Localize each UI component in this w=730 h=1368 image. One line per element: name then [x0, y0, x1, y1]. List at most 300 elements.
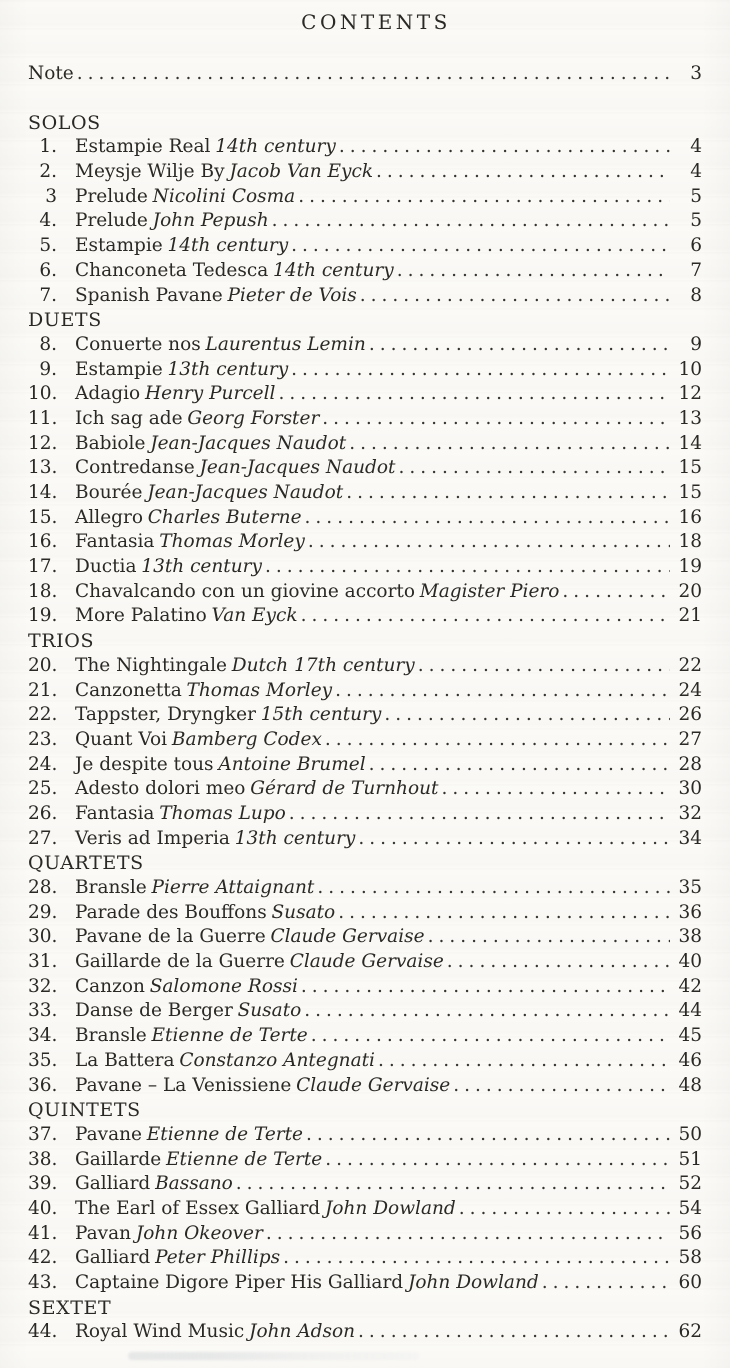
toc-row: [28, 1197, 702, 1222]
toc-item-attribution: Etienne de Terte: [166, 1148, 323, 1170]
toc-item-attribution: Jean-Jacques Naudot: [147, 482, 344, 503]
toc-item-page: 22: [678, 654, 702, 676]
toc-row: [28, 999, 702, 1024]
dot-leader: [278, 382, 670, 407]
toc-row: [28, 160, 702, 185]
toc-item-title: Bransle: [75, 877, 147, 898]
toc-row: [28, 728, 702, 753]
dot-leader: [338, 901, 670, 926]
toc-row: [28, 506, 702, 531]
toc-item-number: 32.: [28, 975, 58, 997]
toc-item-entry: [75, 160, 373, 185]
toc-item-number: 13.: [28, 457, 58, 479]
dot-leader: [308, 530, 670, 555]
toc-item-attribution: Laurentus Lemin: [205, 333, 366, 355]
toc-item-page: 8: [690, 284, 702, 306]
toc-item-number: 17.: [28, 556, 58, 578]
toc-item-attribution: Pierre Attaignant: [151, 877, 315, 898]
toc-item-entry: [75, 1049, 375, 1074]
dot-leader: [311, 1024, 670, 1049]
toc-row: [28, 1148, 702, 1173]
toc-item-attribution: Gérard de Turnhout: [250, 778, 439, 800]
toc-row: [28, 1320, 702, 1345]
toc-row: [28, 209, 702, 234]
toc-item-title: Allegro: [75, 506, 143, 528]
toc-row: [28, 1074, 702, 1099]
toc-row: [28, 333, 702, 358]
toc-item-title: Chavalcando con un giovine accorto: [75, 580, 415, 602]
toc-item-page: 58: [678, 1247, 702, 1269]
dot-leader: [322, 407, 670, 432]
note-entry: [28, 62, 74, 87]
toc-item-number: 35.: [28, 1049, 58, 1071]
toc-item-page: 5: [690, 185, 702, 207]
toc-item-attribution: 13th century: [141, 556, 262, 578]
dot-leader: [358, 827, 670, 852]
toc-item-entry: [75, 925, 425, 950]
toc-item-entry: [75, 530, 305, 555]
dot-leader: [453, 1074, 670, 1099]
toc-item-attribution: Pieter de Vois: [227, 284, 357, 306]
toc-item-number: 5.: [39, 235, 57, 257]
dot-leader: [397, 259, 670, 284]
toc-item-entry: [75, 802, 286, 827]
toc-item-attribution: Thomas Lupo: [159, 802, 286, 824]
dot-leader: [289, 802, 670, 827]
toc-item-page: 3: [690, 63, 702, 84]
dot-leader: [369, 333, 670, 358]
toc-item-title: Estampie: [75, 358, 163, 380]
toc-item-page: 48: [678, 1074, 702, 1096]
toc-item-title: Royal Wind Music: [75, 1321, 245, 1343]
toc-item-page: 13: [678, 407, 702, 429]
toc-item-entry: [75, 703, 381, 728]
toc-item-entry: [75, 1074, 450, 1099]
toc-item-page: 20: [678, 580, 702, 602]
toc-row: [28, 901, 702, 926]
toc-item-entry: [75, 604, 298, 629]
toc-item-page: 10: [678, 358, 702, 380]
toc-item-page: 56: [678, 1222, 702, 1244]
toc-item-entry: [75, 456, 395, 481]
dot-leader: [266, 1222, 670, 1247]
toc-item-page: 35: [678, 877, 702, 898]
toc-item-entry: [75, 209, 269, 234]
dot-leader: [325, 728, 670, 753]
toc-row: [28, 753, 702, 778]
toc-item-attribution: Magister Piero: [419, 580, 560, 602]
toc-item-attribution: Salomone Rossi: [149, 975, 298, 997]
dot-leader: [376, 160, 670, 185]
toc-item-title: Adagio: [75, 383, 141, 405]
toc-item-attribution: Claude Gervaise: [289, 951, 444, 973]
toc-row: [28, 1172, 702, 1197]
dot-leader: [236, 1172, 670, 1197]
dot-leader: [305, 506, 670, 531]
dot-leader: [346, 481, 670, 506]
toc-item-page: 12: [678, 383, 702, 405]
toc-item-page: 9: [690, 333, 702, 355]
toc-item-attribution: 13th century: [234, 827, 356, 849]
toc-item-entry: [75, 654, 415, 679]
toc-item-title: Fantasia: [75, 802, 155, 824]
toc-item-page: 54: [678, 1197, 702, 1219]
toc-item-attribution: 14th century: [273, 259, 394, 281]
toc-item-entry: [75, 358, 288, 383]
toc-item-title: Babiole: [75, 432, 146, 454]
toc-item-number: 12.: [28, 432, 58, 454]
toc-item-entry: [75, 555, 262, 580]
toc-item-entry: [75, 407, 319, 432]
toc-item-attribution: 15th century: [260, 704, 382, 726]
dot-leader: [317, 876, 670, 901]
toc-item-page: 28: [678, 753, 702, 775]
toc-item-attribution: John Okeover: [135, 1222, 263, 1244]
toc-item-entry: [75, 1271, 539, 1296]
toc-row: [28, 1049, 702, 1074]
toc-item-attribution: John Pepush: [152, 210, 269, 232]
toc-item-page: 14: [678, 432, 702, 454]
toc-item-number: 8.: [39, 333, 57, 355]
dot-leader: [428, 925, 670, 950]
toc-item-number: 41.: [28, 1222, 58, 1244]
toc-item-number: 24.: [28, 753, 58, 775]
toc-item-entry: [75, 506, 302, 531]
toc-row: [28, 777, 702, 802]
toc-item-attribution: Georg Forster: [187, 407, 320, 429]
table-of-contents: [0, 62, 730, 1345]
toc-item-number: 31.: [28, 951, 58, 973]
dot-leader: [441, 777, 670, 802]
dot-leader: [301, 604, 670, 629]
dot-leader: [358, 1320, 670, 1345]
dot-leader: [325, 1148, 670, 1173]
toc-item-title: Adesto dolori meo: [75, 778, 246, 800]
toc-row: [28, 604, 702, 629]
dot-leader: [291, 234, 670, 259]
toc-item-title: Galliard: [75, 1173, 151, 1195]
toc-item-page: 60: [678, 1272, 702, 1293]
toc-item-entry: [75, 1222, 263, 1247]
toc-item-attribution: 14th century: [215, 136, 336, 158]
toc-item-entry: [75, 1123, 303, 1148]
toc-item-title: Contredanse: [75, 457, 195, 479]
toc-item-attribution: Bamberg Codex: [171, 728, 322, 750]
toc-item-number: 27.: [28, 827, 58, 849]
toc-row: [28, 950, 702, 975]
toc-item-attribution: Henry Purcell: [144, 383, 276, 405]
toc-item-number: 20.: [28, 654, 58, 676]
dot-leader: [378, 1049, 670, 1074]
toc-item-attribution: Dutch 17th century: [231, 654, 415, 676]
toc-item-number: 10.: [28, 383, 58, 405]
toc-item-page: 51: [678, 1148, 702, 1170]
toc-item-number: 29.: [28, 901, 58, 923]
page-title: CONTENTS: [301, 10, 451, 34]
toc-item-number: 3: [45, 185, 57, 207]
toc-item-number: 44.: [28, 1321, 58, 1343]
toc-item-number: 39.: [28, 1173, 58, 1195]
toc-item-page: 44: [678, 1000, 702, 1022]
toc-item-number: 1.: [39, 136, 57, 158]
toc-item-entry: [75, 728, 322, 753]
dot-leader: [447, 950, 670, 975]
toc-item-entry: [75, 432, 346, 457]
toc-item-entry: [75, 185, 295, 210]
toc-item-title: Estampie Real: [75, 136, 211, 158]
toc-item-page: 19: [678, 556, 702, 578]
toc-item-number: 28.: [28, 877, 58, 898]
toc-item-title: Ich sag ade: [75, 407, 183, 429]
toc-item-title: The Nightingale: [75, 654, 227, 676]
toc-item-page: 36: [678, 901, 702, 923]
toc-item-entry: [75, 284, 357, 309]
dot-leader: [562, 580, 670, 605]
toc-item-page: 4: [690, 161, 702, 183]
dot-leader: [304, 999, 670, 1024]
toc-row: [28, 580, 702, 605]
toc-item-number: 9.: [39, 358, 57, 380]
dot-leader: [398, 456, 670, 481]
toc-row: [28, 876, 702, 901]
toc-row: [28, 481, 702, 506]
toc-item-title: Ductia: [75, 556, 137, 578]
dot-leader: [283, 1246, 670, 1271]
toc-item-page: 40: [678, 951, 702, 973]
toc-item-title: Meysje Wilje By: [75, 161, 225, 183]
toc-item-title: Canzonetta: [75, 679, 182, 701]
toc-item-number: 16.: [28, 531, 58, 553]
toc-item-number: 42.: [28, 1247, 58, 1269]
toc-item-number: 37.: [28, 1123, 58, 1145]
toc-row: [28, 654, 702, 679]
toc-item-title: Prelude: [75, 210, 148, 232]
toc-item-title: Spanish Pavane: [75, 284, 223, 306]
toc-item-page: 62: [678, 1321, 702, 1343]
toc-row: [28, 185, 702, 210]
toc-row: [28, 259, 702, 284]
toc-item-title: Bourée: [75, 482, 143, 503]
toc-item-number: 2.: [39, 161, 57, 183]
toc-item-page: 18: [678, 531, 702, 553]
toc-item-number: 43.: [28, 1272, 58, 1293]
dot-leader: [542, 1271, 670, 1296]
dot-leader: [272, 209, 670, 234]
toc-item-entry: [75, 975, 298, 1000]
note-label: Note: [28, 63, 74, 84]
toc-item-number: 38.: [28, 1148, 58, 1170]
section-heading: DUETS: [28, 309, 102, 332]
toc-row: [28, 234, 702, 259]
dot-leader: [418, 654, 670, 679]
toc-item-page: 24: [678, 679, 702, 701]
toc-item-page: 30: [678, 778, 702, 800]
toc-item-number: 4.: [39, 210, 57, 232]
toc-item-attribution: 13th century: [167, 358, 289, 380]
toc-item-number: 11.: [28, 407, 58, 429]
toc-item-title: Tappster, Dryngker: [75, 704, 256, 726]
toc-item-title: Pavane – La Venissiene: [75, 1074, 292, 1096]
toc-item-attribution: Claude Gervaise: [270, 926, 425, 948]
toc-item-number: 25.: [28, 778, 58, 800]
toc-item-attribution: John Adson: [249, 1321, 356, 1343]
toc-item-number: 34.: [28, 1025, 58, 1047]
toc-item-title: Estampie: [75, 235, 163, 257]
dot-leader: [298, 185, 670, 210]
toc-item-entry: [75, 1246, 280, 1271]
toc-item-title: Bransle: [75, 1025, 147, 1047]
toc-item-number: 6.: [39, 259, 57, 281]
toc-row: [28, 135, 702, 160]
toc-item-attribution: Antoine Brumel: [218, 753, 366, 775]
toc-item-page: 5: [690, 210, 702, 232]
dot-leader: [306, 1123, 670, 1148]
toc-item-title: The Earl of Essex Galliard: [75, 1197, 321, 1219]
toc-item-number: 21.: [28, 679, 58, 701]
toc-row: [28, 827, 702, 852]
toc-item-entry: [75, 135, 336, 160]
toc-item-attribution: Susato: [237, 1000, 302, 1022]
toc-item-attribution: Jean-Jacques Naudot: [199, 457, 396, 479]
toc-item-page: 52: [678, 1173, 702, 1195]
toc-item-entry: [75, 234, 288, 259]
toc-item-entry: [75, 1320, 355, 1345]
toc-item-attribution: Etienne de Terte: [151, 1025, 308, 1047]
toc-item-number: 15.: [28, 506, 58, 528]
toc-item-title: Quant Voi: [75, 728, 168, 750]
toc-item-attribution: Constanzo Antegnati: [179, 1049, 375, 1071]
toc-item-number: 26.: [28, 802, 58, 824]
toc-item-entry: [75, 753, 366, 778]
toc-item-title: Fantasia: [75, 531, 155, 553]
toc-item-entry: [75, 901, 335, 926]
toc-item-entry: [75, 1197, 456, 1222]
dot-leader: [360, 284, 670, 309]
toc-item-number: 22.: [28, 704, 58, 726]
toc-row: [28, 530, 702, 555]
toc-item-attribution: Bassano: [155, 1173, 233, 1195]
section-heading: QUINTETS: [28, 1099, 141, 1122]
toc-item-title: Galliard: [75, 1247, 151, 1269]
toc-item-attribution: Thomas Morley: [159, 531, 305, 553]
section-heading: QUARTETS: [28, 852, 144, 875]
dot-leader: [349, 432, 670, 457]
dot-leader: [335, 679, 670, 704]
toc-row: [28, 1271, 702, 1296]
toc-item-number: 18.: [28, 580, 58, 602]
dot-leader: [291, 358, 670, 383]
toc-item-title: Pavan: [75, 1222, 132, 1244]
toc-item-number: 19.: [28, 605, 58, 627]
toc-item-title: Captaine Digore Piper His Galliard: [75, 1272, 404, 1293]
toc-item-page: 34: [678, 827, 702, 849]
toc-item-attribution: Van Eyck: [211, 605, 298, 627]
toc-item-entry: [75, 1148, 322, 1173]
toc-row: [28, 802, 702, 827]
toc-item-attribution: Etienne de Terte: [146, 1123, 304, 1145]
toc-item-title: Conuerte nos: [75, 333, 201, 355]
toc-item-number: 7.: [39, 284, 57, 306]
section-heading: SEXTET: [28, 1296, 112, 1319]
toc-item-attribution: 14th century: [167, 235, 289, 257]
toc-row: [28, 925, 702, 950]
toc-row: [28, 555, 702, 580]
scan-smudge: [128, 1352, 420, 1360]
toc-item-attribution: Susato: [271, 901, 336, 923]
toc-item-title: Canzon: [75, 975, 145, 997]
toc-row: [28, 1222, 702, 1247]
toc-item-title: Je despite tous: [75, 753, 214, 775]
toc-item-attribution: Claude Gervaise: [296, 1074, 451, 1096]
toc-row: [28, 407, 702, 432]
toc-item-entry: [75, 333, 366, 358]
toc-item-entry: [75, 1172, 233, 1197]
toc-row: [28, 1123, 702, 1148]
toc-row: [28, 975, 702, 1000]
toc-item-entry: [75, 876, 314, 901]
toc-item-title: Danse de Berger: [75, 1000, 233, 1022]
toc-item-page: 15: [678, 457, 702, 479]
toc-item-number: 40.: [28, 1197, 58, 1219]
toc-item-entry: [75, 827, 355, 852]
toc-item-page: 7: [690, 259, 702, 281]
toc-item-entry: [75, 777, 438, 802]
toc-item-entry: [75, 481, 343, 506]
toc-row: [28, 1024, 702, 1049]
toc-row: [28, 284, 702, 309]
toc-item-number: 23.: [28, 728, 58, 750]
toc-row: [28, 679, 702, 704]
toc-item-title: La Battera: [75, 1049, 175, 1071]
toc-item-number: 36.: [28, 1074, 58, 1096]
toc-item-title: Chanconeta Tedesca: [75, 259, 269, 281]
toc-item-attribution: John Dowland: [407, 1272, 539, 1293]
toc-item-title: Gaillarde de la Guerre: [75, 951, 285, 973]
toc-item-attribution: Thomas Morley: [186, 679, 333, 701]
section-heading: SOLOS: [28, 111, 101, 134]
toc-item-number: 14.: [28, 482, 58, 503]
toc-item-title: Prelude: [75, 185, 148, 207]
toc-item-page: 15: [678, 482, 702, 503]
toc-item-page: 38: [678, 926, 702, 948]
dot-leader: [265, 555, 670, 580]
toc-item-page: 42: [678, 975, 702, 997]
section-heading: TRIOS: [28, 630, 95, 653]
toc-item-title: Gaillarde: [75, 1148, 162, 1170]
toc-item-number: 30.: [28, 926, 58, 948]
toc-item-page: 27: [678, 728, 702, 750]
toc-item-attribution: Nicolini Cosma: [152, 185, 296, 207]
toc-item-page: 26: [678, 704, 702, 726]
dot-leader: [77, 62, 670, 87]
toc-item-page: 16: [678, 506, 702, 528]
toc-item-title: Parade des Bouffons: [75, 901, 267, 923]
toc-item-entry: [75, 950, 444, 975]
toc-item-attribution: Charles Buterne: [147, 506, 302, 528]
toc-item-attribution: John Dowland: [324, 1197, 456, 1219]
toc-item-number: 33.: [28, 1000, 58, 1022]
toc-item-attribution: Peter Phillips: [155, 1247, 281, 1269]
toc-row: [28, 432, 702, 457]
toc-row: [28, 456, 702, 481]
toc-item-entry: [75, 999, 301, 1024]
toc-item-entry: [75, 259, 394, 284]
toc-item-title: Pavane: [75, 1123, 142, 1145]
toc-item-page: 32: [678, 802, 702, 824]
toc-row: [28, 382, 702, 407]
dot-leader: [369, 753, 670, 778]
toc-row: [28, 703, 702, 728]
